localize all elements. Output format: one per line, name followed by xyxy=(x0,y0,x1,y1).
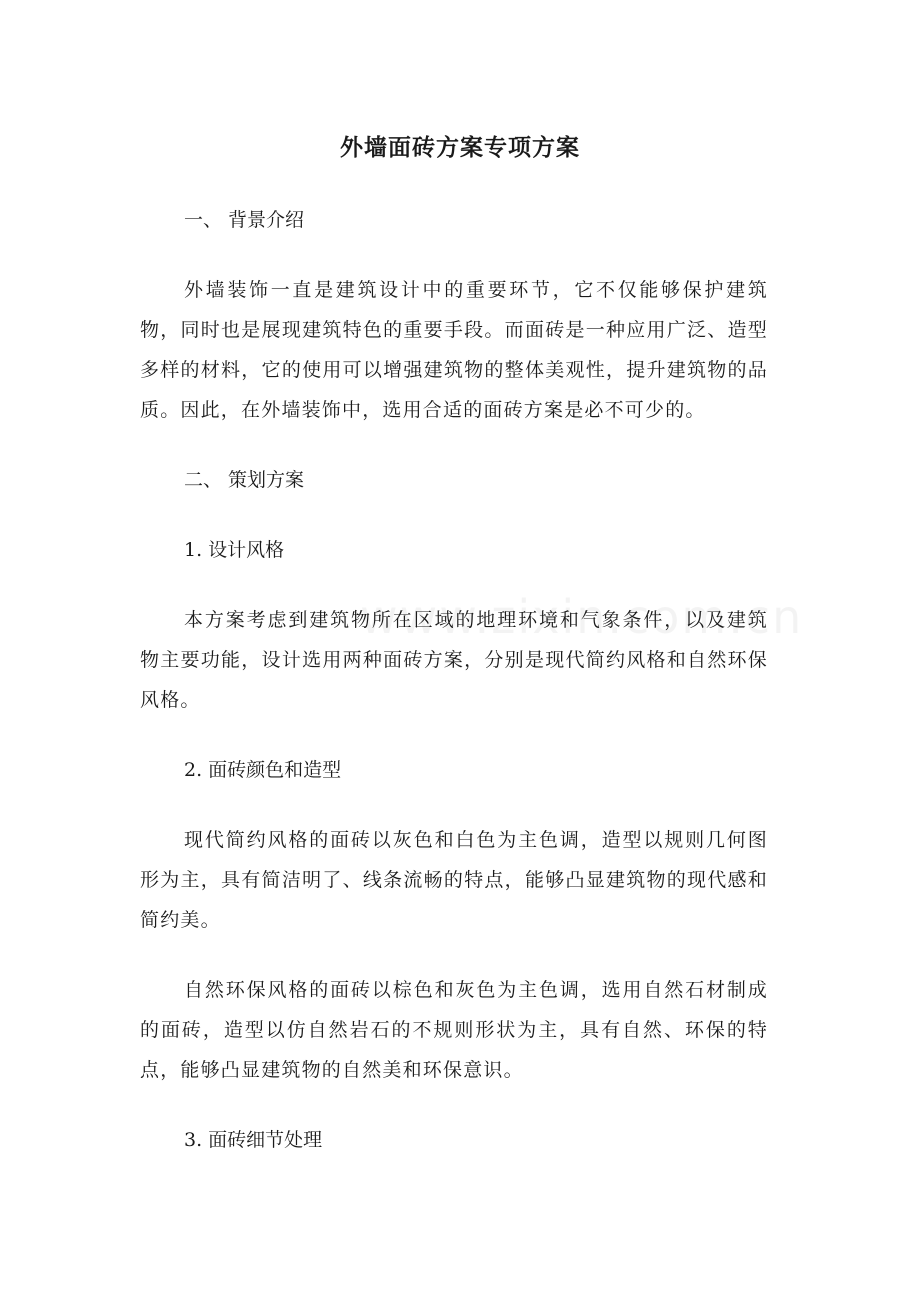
subheading-design-style: 1. 设计风格 xyxy=(184,539,285,561)
document-title: 外墙面砖方案专项方案 xyxy=(340,135,580,161)
paragraph-design-style: 本方案考虑到建筑物所在区域的地理环境和气象条件，以及建筑物主要功能，设计选用两种面砖方案，分别是现代简约风格和自然环保风格。 xyxy=(140,609,768,711)
paragraph-natural-style: 自然环保风格的面砖以棕色和灰色为主色调，选用自然石材制成的面砖，造型以仿自然岩石的不规则形状为主，具有自然、环保的特点，能够凸显建筑物的自然美和环保意识。 xyxy=(140,979,768,1081)
paragraph-modern-style: 现代简约风格的面砖以灰色和白色为主色调，造型以规则几何图形为主，具有简洁明了、线条流畅的特点，能够凸显建筑物的现代感和简约美。 xyxy=(140,829,768,931)
section-heading-background: 一、 背景介绍 xyxy=(184,209,305,231)
section-heading-plan: 二、 策划方案 xyxy=(184,469,305,491)
subheading-color-shape: 2. 面砖颜色和造型 xyxy=(184,759,342,781)
paragraph-background: 外墙装饰一直是建筑设计中的重要环节，它不仅能够保护建筑物，同时也是展现建筑特色的重要手段。而面砖是一种应用广泛、造型多样的材料，它的使用可以增强建筑物的整体美观性，提升建筑物的品质。因此，在外墙装饰中，选用合适的面砖方案是必不可少的。 xyxy=(140,279,768,421)
subheading-detail-treatment: 3. 面砖细节处理 xyxy=(184,1129,323,1151)
document-body xyxy=(140,200,768,1160)
